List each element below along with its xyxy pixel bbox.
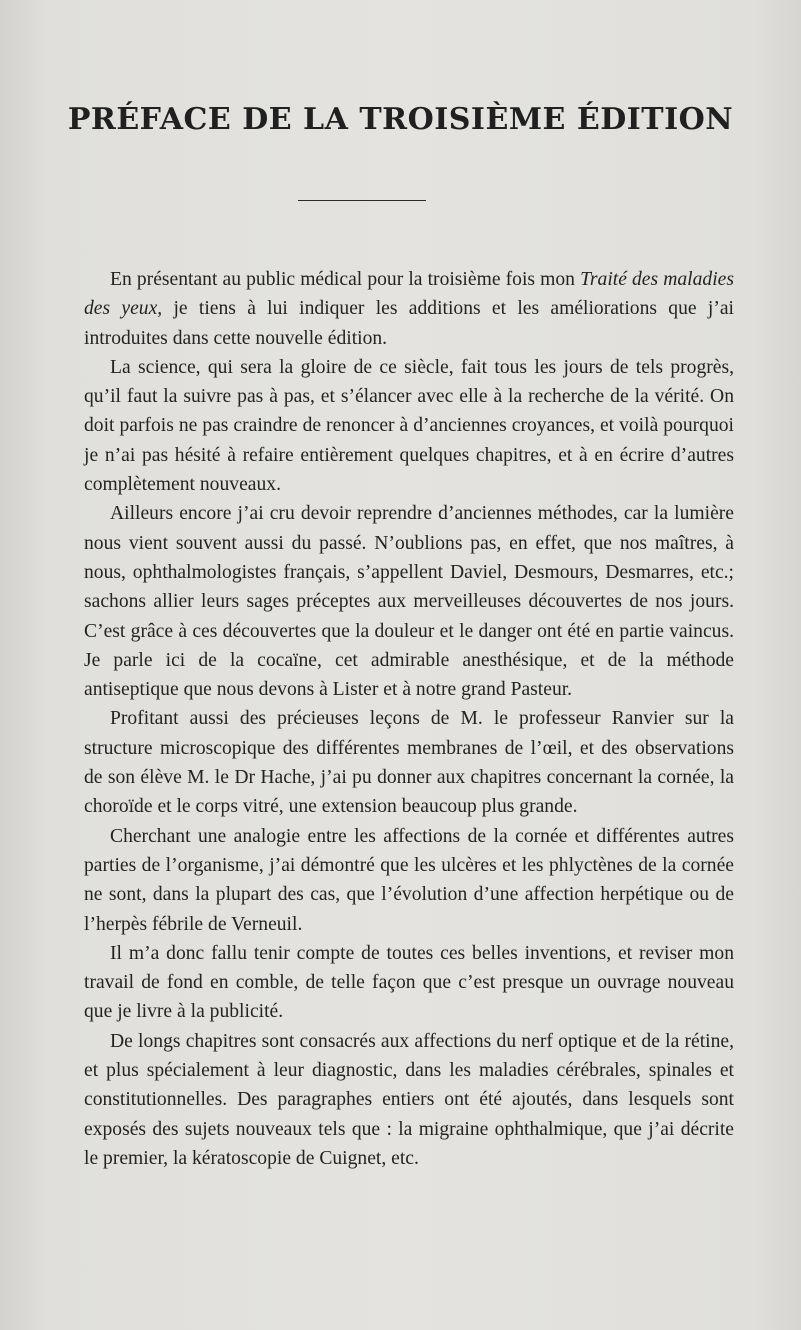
paragraph-1: En présentant au public médical pour la troisième fois mon Traité des maladies des yeux, je tiens à lui indiquer les additions et les améliorations que j’ai introduites dans cette nouvelle édition. [84, 269, 734, 349]
paragraph-5: Cherchant une analogie entre les affections de la cornée et différentes autres parties de l’organisme, j’ai démontré que les ulcères et les phlyctènes de la cornée ne sont, dans la plupart des cas, que l’évolution d’une affection herpétique ou de l’herpès fébrile de Verneuil. [84, 825, 734, 935]
paragraph-7: De longs chapitres sont consacrés aux affections du nerf optique et de la rétine, et plus spécialement à leur diagnostic, dans les maladies cérébrales, spinales et constitutionnelles. Des paragraphes entiers ont été ajoutés, dans lesquels sont exposés des sujets nouveaux tels que : la migraine ophthalmique, que j’ai décrite le premier, la kératoscopie de Cuignet, etc. [84, 1030, 734, 1169]
page-title: PRÉFACE DE LA TROISIÈME ÉDITION [67, 102, 734, 137]
paragraph-2: La science, qui sera la gloire de ce siècle, fait tous les jours de tels progrès, qu’il faut la suivre pas à pas, et s’élancer avec elle à la recherche de la vérité. On doit parfois ne pas craindre de renoncer à d’anciennes croyances, et voilà pourquoi je n’ai pas hésité à refaire entièrement quelques chapitres, et à en écrire d’autres complètement nouveaux. [84, 356, 734, 496]
paragraph-6: Il m’a donc fallu tenir compte de toutes ces belles inventions, et reviser mon travail de fond en comble, de telle façon que c’est presque un ouvrage nouveau que je livre à la publicité. [84, 942, 734, 1023]
preface-text [84, 265, 734, 1173]
paragraph-3: Ailleurs encore j’ai cru devoir reprendre d’anciennes méthodes, car la lumière nous vient souvent aussi du passé. N’oublions pas, en effet, que nos maîtres, à nous, ophthalmologistes français, s’appellent Daviel, Desmours, Desmarres, etc.; sachons allier leurs sages préceptes aux merveilleuses découvertes de nos jours. C’est grâce à ces découvertes que la douleur et le danger ont été en partie vaincus. Je parle ici de la cocaïne, cet admirable anesthésique, et de la méthode antiseptique que nous devons à Lister et à notre grand Pasteur. [84, 503, 734, 701]
book-title-italic: Traité des maladies des yeux, [84, 269, 734, 320]
title-divider [298, 200, 426, 201]
paragraph-4: Profitant aussi des précieuses leçons de M. le professeur Ranvier sur la structure microscopique des différentes membranes de l’œil, et des observations de son élève M. le Dr Hache, j’ai pu donner aux chapitres concernant la cornée, la choroïde et le corps vitré, une extension beaucoup plus grande. [84, 708, 734, 818]
